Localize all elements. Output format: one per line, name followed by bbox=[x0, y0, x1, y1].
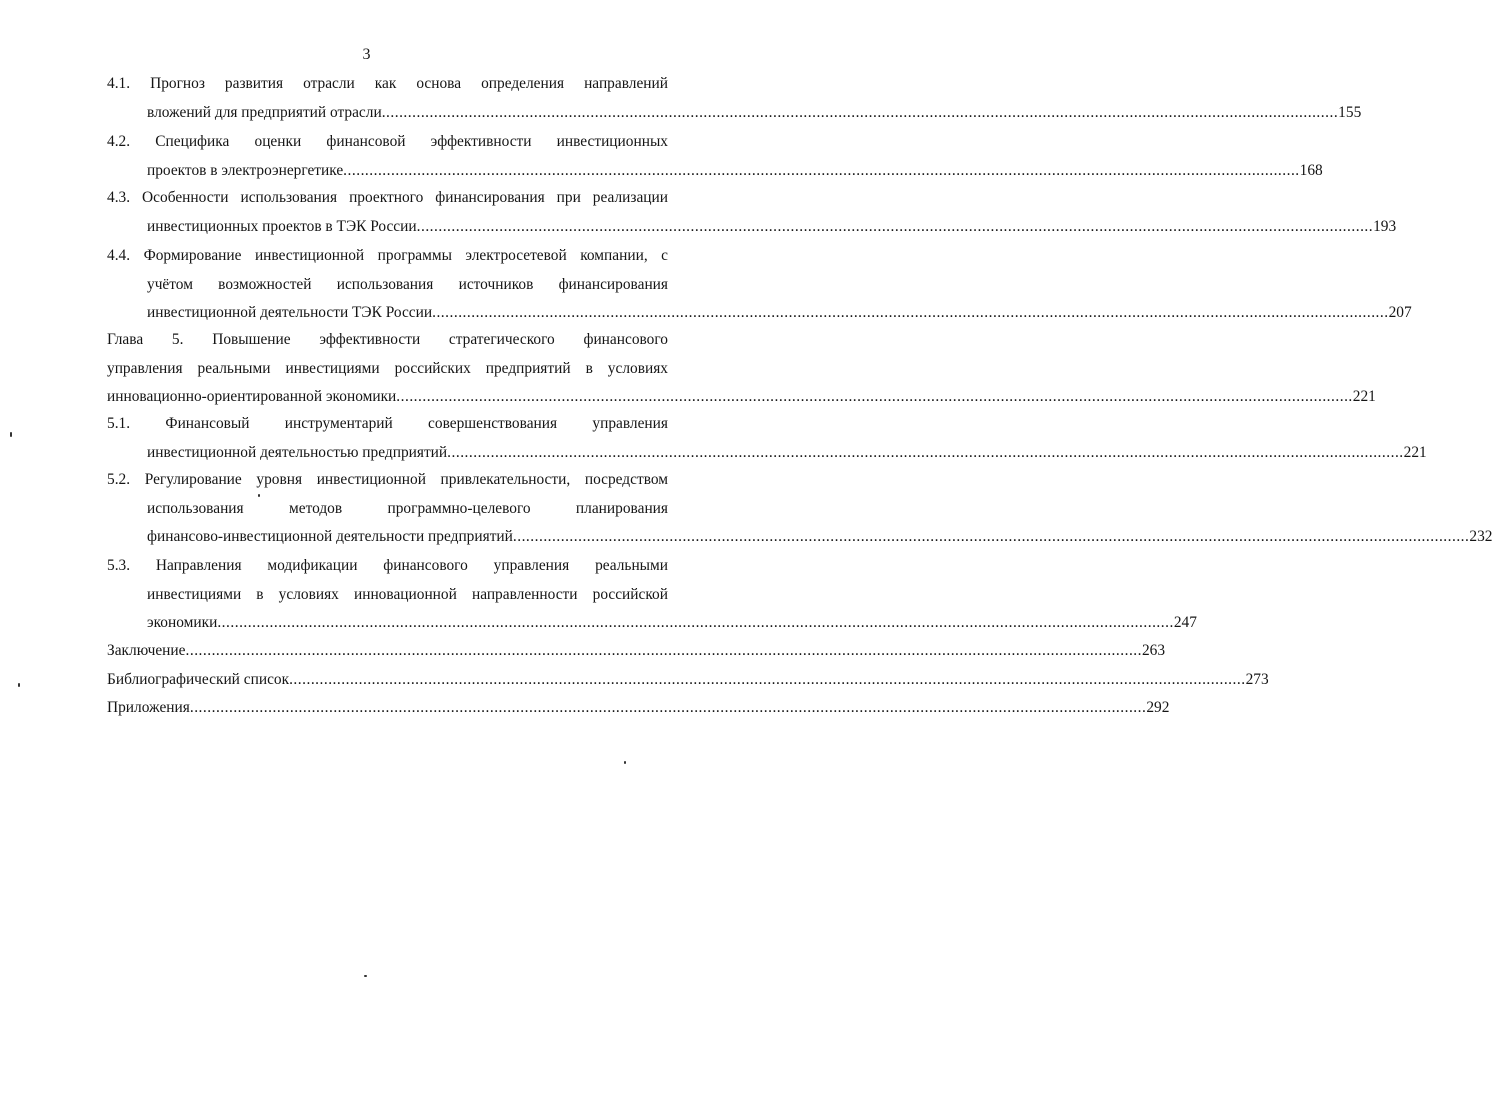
toc-line-4.3-2 bbox=[147, 215, 1397, 239]
toc-entry-title: инновационно-ориентированной экономики bbox=[107, 388, 397, 405]
toc-line-conclusion-1 bbox=[107, 639, 1166, 663]
toc-entry-title: Библиографический список bbox=[107, 671, 290, 688]
toc-line-ch5-2: управления реальными инвестициями российских предприятий в условиях bbox=[107, 359, 668, 377]
toc-line-4.2-2 bbox=[147, 159, 1323, 183]
scan-speck bbox=[624, 761, 626, 764]
toc-line-bibliography-1 bbox=[107, 668, 1269, 692]
toc-line-5.2-1: 5.2. Регулирование уровня инвестиционной привлекательности, посредством bbox=[107, 471, 668, 488]
toc-entry-title: Заключение bbox=[107, 642, 186, 659]
dot-leader: ............................................................................................................................................................................................................................ bbox=[447, 443, 1404, 461]
dot-leader: ............................................................................................................................................................................................................................ bbox=[289, 671, 1246, 688]
toc-line-ch5-3 bbox=[107, 385, 1376, 409]
dot-leader: ............................................................................................................................................................................................................................ bbox=[217, 614, 1174, 631]
toc-line-5.3-2: инвестициями в условиях инновационной направленности российской bbox=[147, 585, 668, 603]
toc-page-number: 221 bbox=[1403, 443, 1427, 461]
toc-page-number: 263 bbox=[1141, 642, 1166, 659]
dot-leader: ............................................................................................................................................................................................................................ bbox=[432, 304, 1389, 321]
dot-leader: ............................................................................................................................................................................................................................ bbox=[381, 103, 1339, 121]
toc-entry-title: Приложения bbox=[107, 699, 190, 716]
toc-line-5.3-1: 5.3. Направления модификации финансового управления реальными bbox=[107, 557, 668, 574]
toc-page-number: 168 bbox=[1299, 161, 1323, 179]
dot-leader: ............................................................................................................................................................................................................................ bbox=[416, 217, 1374, 235]
dot-leader: ............................................................................................................................................................................................................................ bbox=[189, 699, 1147, 716]
toc-entry-title: инвестиционной деятельностью предприятий bbox=[147, 443, 448, 461]
toc-line-ch5-1: Глава 5. Повышение эффективности стратегического финансового bbox=[107, 331, 668, 348]
toc-page-number: 292 bbox=[1146, 699, 1170, 716]
scan-speck bbox=[258, 494, 260, 497]
toc-entry-title: финансово-инвестиционной деятельности предприятий bbox=[147, 528, 513, 545]
toc-entry-title: проектов в электроэнергетике bbox=[147, 161, 344, 179]
toc-line-4.4-1: 4.4. Формирование инвестиционной программы электросетевой компании, с bbox=[107, 247, 668, 264]
toc-entry-title: инвестиционных проектов в ТЭК России bbox=[147, 217, 417, 235]
page-number: 3 bbox=[362, 46, 371, 63]
toc-line-5.1-2 bbox=[147, 441, 1427, 465]
toc-line-5.2-2: использования методов программно-целевого планирования bbox=[147, 499, 668, 517]
toc-page-number: 273 bbox=[1245, 671, 1269, 688]
dot-leader: ............................................................................................................................................................................................................................ bbox=[185, 642, 1142, 659]
scan-speck bbox=[364, 975, 367, 977]
toc-entry-title: вложений для предприятий отрасли bbox=[147, 103, 382, 121]
toc-line-5.3-3 bbox=[147, 611, 1197, 635]
toc-line-4.4-2: учётом возможностей использования источников финансирования bbox=[147, 275, 668, 293]
toc-page-number: 207 bbox=[1388, 304, 1412, 321]
toc-line-4.3-1: 4.3. Особенности использования проектного финансирования при реализации bbox=[107, 189, 668, 206]
scan-speck bbox=[10, 432, 12, 437]
toc-page-number: 232 bbox=[1469, 528, 1492, 545]
toc-entry-title: инвестиционной деятельности ТЭК России bbox=[147, 304, 433, 321]
toc-line-appendices-1 bbox=[107, 696, 1170, 720]
toc-entry-title: экономики bbox=[147, 614, 218, 631]
scan-speck bbox=[18, 683, 20, 687]
dot-leader: ............................................................................................................................................................................................................................ bbox=[343, 161, 1300, 179]
toc-page-number: 155 bbox=[1338, 103, 1362, 121]
dot-leader: ............................................................................................................................................................................................................................ bbox=[512, 528, 1470, 545]
toc-line-4.1-1: 4.1. Прогноз развития отрасли как основа определения направлений bbox=[107, 75, 668, 92]
toc-line-5.1-1: 5.1. Финансовый инструментарий совершенствования управления bbox=[107, 415, 668, 432]
toc-page-number: 247 bbox=[1173, 614, 1197, 631]
toc-line-5.2-3 bbox=[147, 525, 1492, 549]
dot-leader: ............................................................................................................................................................................................................................ bbox=[396, 388, 1353, 405]
toc-page-number: 221 bbox=[1352, 388, 1376, 405]
toc-line-4.4-3 bbox=[147, 301, 1412, 325]
toc-line-4.2-1: 4.2. Специфика оценки финансовой эффективности инвестиционных bbox=[107, 133, 668, 150]
toc-page-number: 193 bbox=[1373, 217, 1397, 235]
toc-line-4.1-2 bbox=[147, 101, 1362, 125]
